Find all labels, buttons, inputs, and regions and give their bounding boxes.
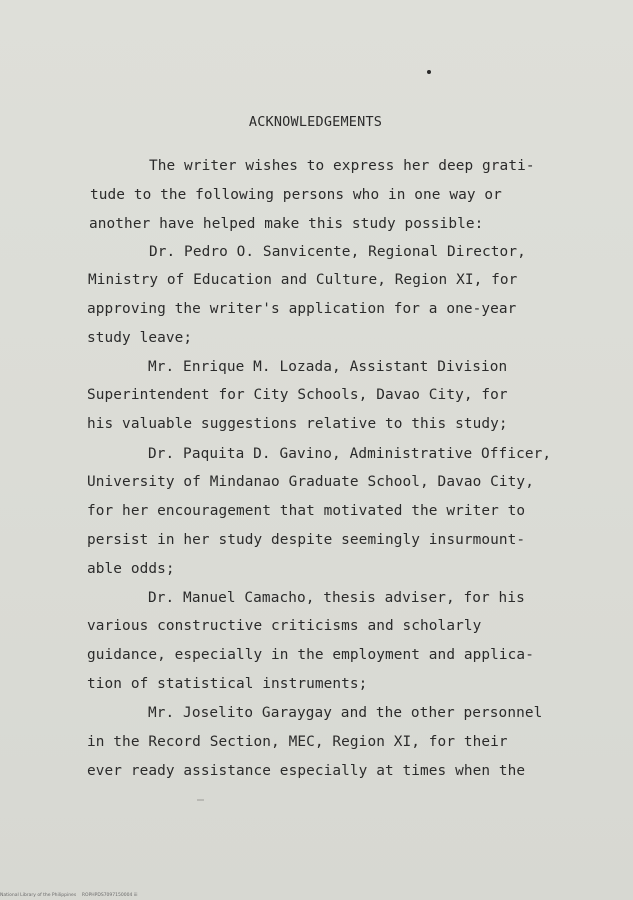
page-title-text: ACKNOWLEDGEMENTS [248,114,383,130]
body-line: Mr. Joselito Garaygay and the other personnel [148,705,543,721]
page-mark [197,799,204,801]
body-line: for her encouragement that motivated the writer to [87,503,526,519]
body-line: tude to the following persons who in one way or [90,187,502,203]
body-line: Mr. Enrique M. Lozada, Assistant Division [148,359,508,375]
footer-watermark: National Library of the Philippines ROPHPDS7097150004 iii [0,893,138,898]
body-line: in the Record Section, MEC, Region XI, for their [87,734,508,750]
body-line: Dr. Paquita D. Gavino, Administrative Officer, [148,446,552,462]
body-line: guidance, especially in the employment and applica- [87,647,534,663]
body-line: Ministry of Education and Culture, Region XI, for [88,272,518,288]
body-line: ever ready assistance especially at times when the [87,763,526,779]
body-line: study leave; [87,330,193,346]
body-line: Dr. Pedro O. Sanvicente, Regional Director, [149,244,526,260]
body-line: another have helped make this study possible: [89,216,484,232]
body-line: University of Mindanao Graduate School, Davao City, [87,474,534,490]
body-line: his valuable suggestions relative to this study; [87,416,508,432]
page-title [0,114,633,130]
body-line: The writer wishes to express her deep grati- [149,158,535,174]
ink-dot [427,70,431,74]
body-line: Dr. Manuel Camacho, thesis adviser, for his [148,590,525,606]
body-line: various constructive criticisms and scholarly [87,618,482,634]
body-line: tion of statistical instruments; [87,676,368,692]
body-line: able odds; [87,561,175,577]
body-line: Superintendent for City Schools, Davao City, for [87,387,508,403]
body-line: persist in her study despite seemingly insurmount- [87,532,526,548]
body-line: approving the writer's application for a one-year [87,301,517,317]
